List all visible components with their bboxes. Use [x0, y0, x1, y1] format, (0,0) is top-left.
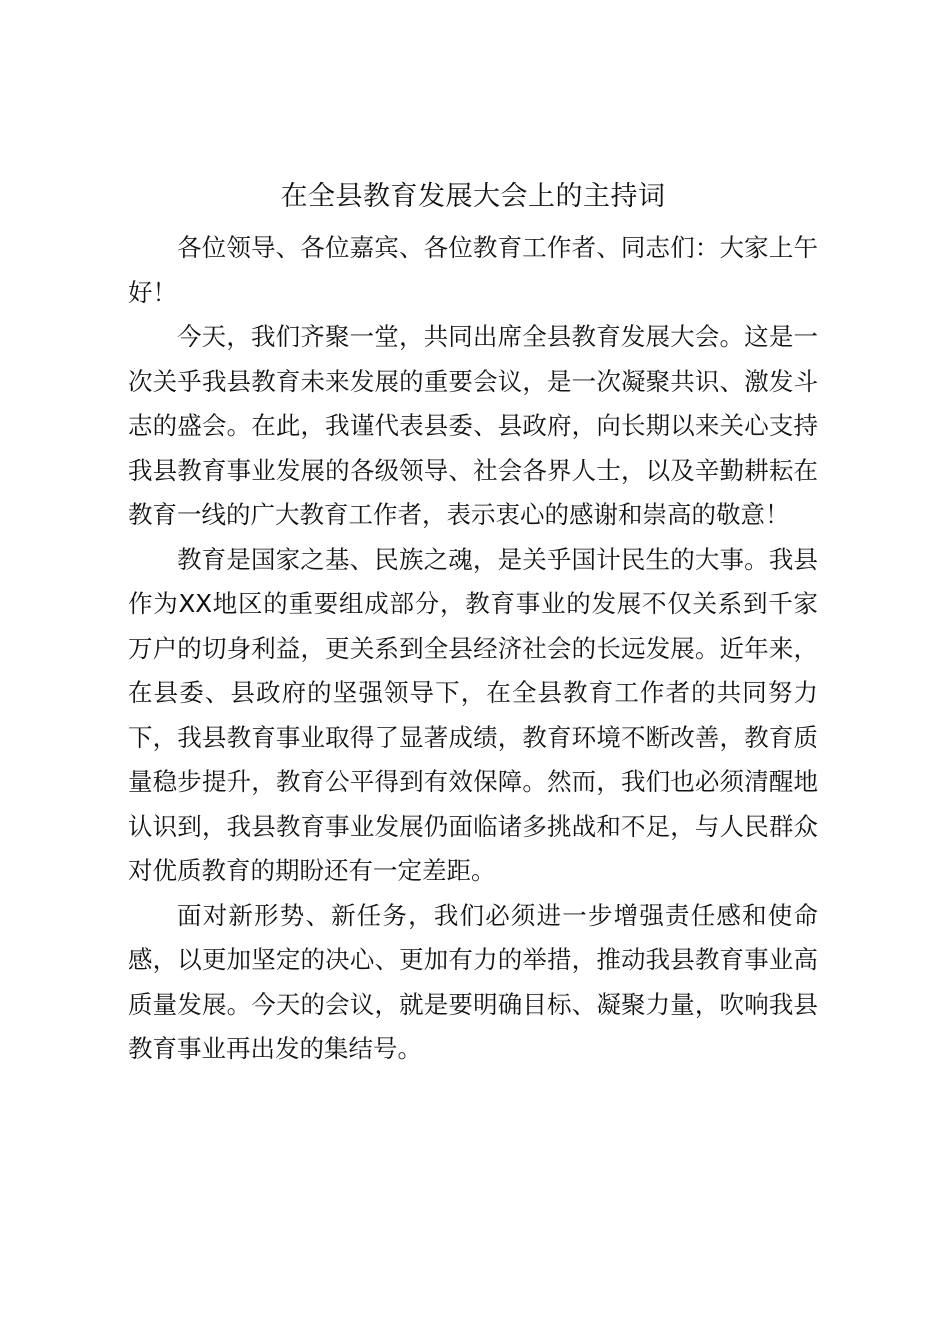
paragraph-opening: 今天，我们齐聚一堂，共同出席全县教育发展大会。这是一次关乎我县教育未来发展的重要会议，是一次凝聚共识、激发斗志的盛会。在此，我谨代表县委、县政府，向长期以来关心支持我县教育事业发展的各级领导、社会各界人士，以及辛勤耕耘在教育一线的广大教育工作者，表示衷心的感谢和崇高的敬意！	[128, 322, 818, 529]
document-page	[128, 172, 818, 1072]
paragraph-greeting: 各位领导、各位嘉宾、各位教育工作者、同志们：大家上午好！	[128, 233, 818, 307]
paragraph-background: 教育是国家之基、民族之魂，是关乎国计民生的大事。我县作为XX地区的重要组成部分，教育事业的发展不仅关系到千家万户的切身利益，更关系到全县经济社会的长远发展。近年来，在县委、县政府的坚强领导下，在全县教育工作者的共同努力下，我县教育事业取得了显著成绩，教育环境不断改善，教育质量稳步提升，教育公平得到有效保障。然而，我们也必须清醒地认识到，我县教育事业发展仍面临诸多挑战和不足，与人民群众对优质教育的期盼还有一定差距。	[128, 544, 818, 885]
document-title: 在全县教育发展大会上的主持词	[280, 181, 666, 212]
paragraph-purpose: 面对新形势、新任务，我们必须进一步增强责任感和使命感，以更加坚定的决心、更加有力的举措，推动我县教育事业高质量发展。今天的会议，就是要明确目标、凝聚力量，吹响我县教育事业再出发的集结号。	[128, 900, 818, 1063]
